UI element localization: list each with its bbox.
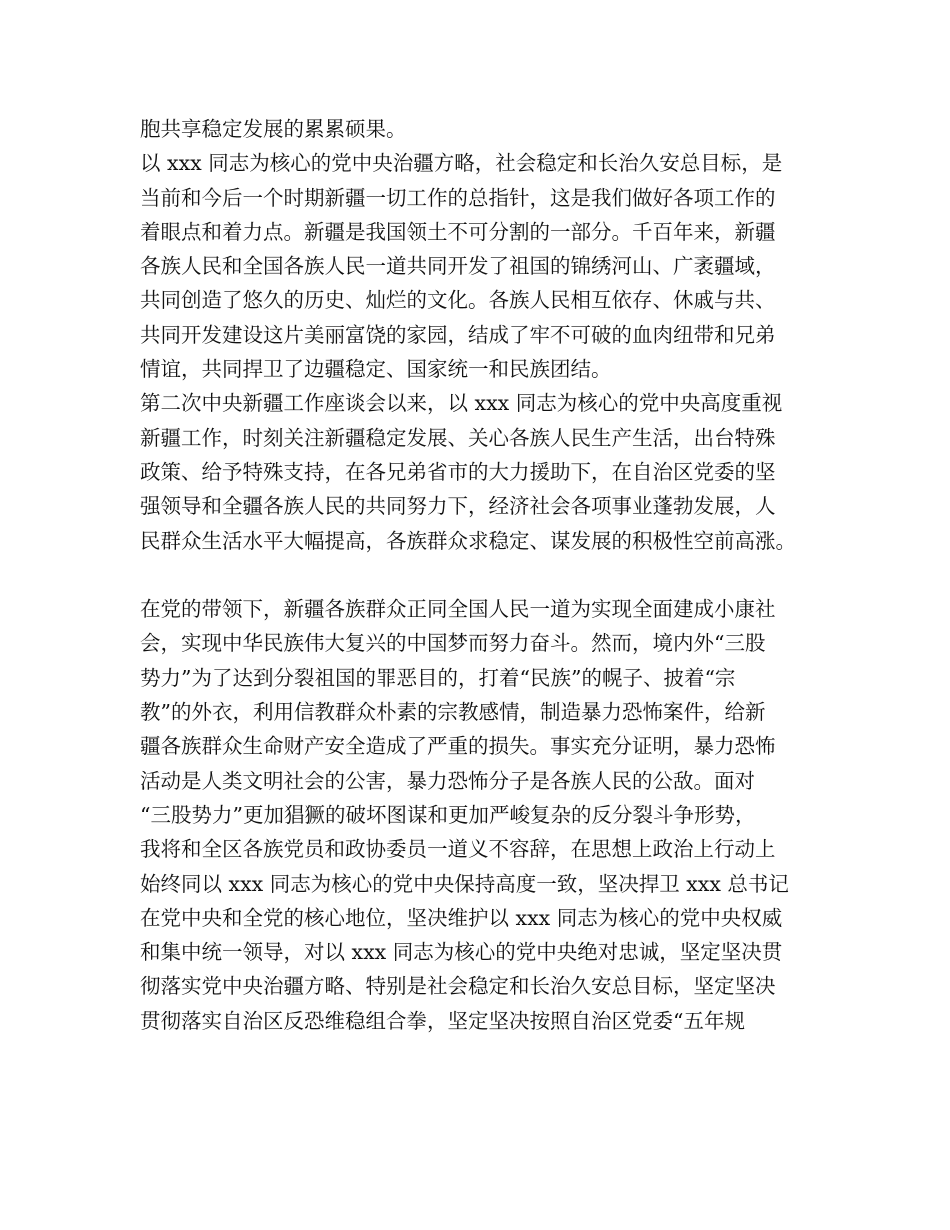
text-line: 会，实现中华民族伟大复兴的中国梦而努力奋斗。然而，境内外“三股 <box>140 631 766 656</box>
text-line: 政策、给予特殊支持，在各兄弟省市的大力援助下，在自治区党委的坚 <box>140 459 776 484</box>
text-line: 共同开发建设这片美丽富饶的家园，结成了牢不可破的血肉纽带和兄弟 <box>140 322 776 347</box>
text-line: 强领导和全疆各族人民的共同努力下，经济社会各项事业蓬勃发展，人 <box>140 494 776 519</box>
text-line: 当前和今后一个时期新疆一切工作的总指针，这是我们做好各项工作的 <box>140 185 776 210</box>
text-line: 我将和全区各族党员和政协委员一道义不容辞，在思想上政治上行动上 <box>140 837 776 862</box>
paragraph-spacer <box>140 558 840 592</box>
text-line: 以 xxx 同志为核心的党中央治疆方略，社会稳定和长治久安总目标，是 <box>140 151 783 176</box>
text-line: 疆各族群众生命财产安全造成了严重的损失。事实充分证明，暴力恐怖 <box>140 734 776 759</box>
text-line: 在党的带领下，新疆各族群众正同全国人民一道为实现全面建成小康社 <box>140 597 776 622</box>
text-line: 胞共享稳定发展的累累硕果。 <box>140 117 407 141</box>
text-line: 彻落实党中央治疆方略、特别是社会稳定和长治久安总目标，坚定坚决 <box>140 974 776 999</box>
text-line: 民群众生活水平大幅提高，各族群众求稳定、谋发展的积极性空前高涨。 <box>140 528 796 553</box>
text-line: 各族人民和全国各族人民一道共同开发了祖国的锦绣河山、广袤疆域， <box>140 254 776 279</box>
text-line: 着眼点和着力点。新疆是我国领土不可分割的一部分。千百年来，新疆 <box>140 219 776 244</box>
text-line: 和集中统一领导，对以 xxx 同志为核心的党中央绝对忠诚，坚定坚决贯 <box>140 940 783 965</box>
text-line: 始终同以 xxx 同志为核心的党中央保持高度一致，坚决捍卫 xxx 总书记 <box>140 871 789 896</box>
document-body <box>140 112 840 1038</box>
text-line: 情谊，共同捍卫了边疆稳定、国家统一和民族团结。 <box>140 357 612 382</box>
text-line: 新疆工作，时刻关注新疆稳定发展、关心各族人民生产生活，出台特殊 <box>140 425 776 450</box>
text-line: 势力”为了达到分裂祖国的罪恶目的，打着“民族”的幌子、披着“宗 <box>140 665 736 690</box>
text-line: 第二次中央新疆工作座谈会以来，以 xxx 同志为核心的党中央高度重视 <box>140 391 783 416</box>
text-line: 教”的外衣，利用信教群众朴素的宗教感情，制造暴力恐怖案件，给新 <box>140 700 766 725</box>
text-line: 在党中央和全党的核心地位，坚决维护以 xxx 同志为核心的党中央权威 <box>140 905 783 930</box>
text-line: 共同创造了悠久的历史、灿烂的文化。各族人民相互依存、休戚与共、 <box>140 288 776 313</box>
text-line: 贯彻落实自治区反恐维稳组合拳，坚定坚决按照自治区党委“五年规 <box>140 1008 745 1033</box>
text-line: 活动是人类文明社会的公害，暴力恐怖分子是各族人民的公敌。面对 <box>140 768 755 793</box>
text-line: “三股势力”更加猖獗的破坏图谋和更加严峻复杂的反分裂斗争形势， <box>140 802 756 827</box>
